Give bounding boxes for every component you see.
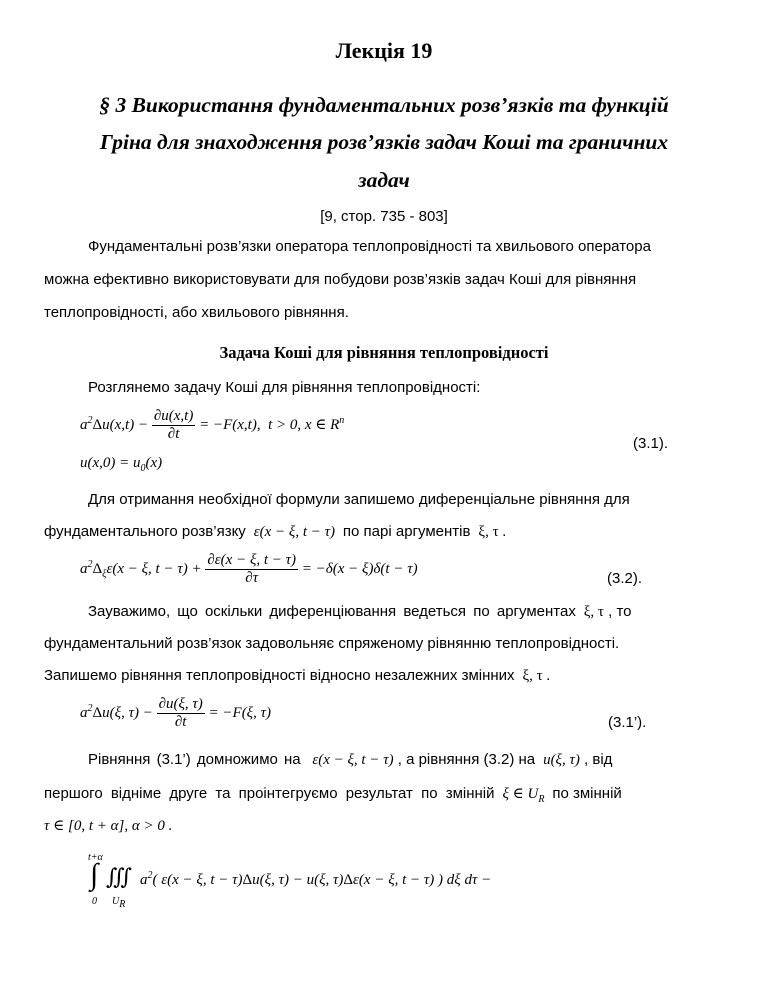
paragraph-2: Розглянемо задачу Коші для рівняння теплопровідності: <box>88 379 481 396</box>
paragraph-1-line-3: теплопровідності, або хвильового рівняння. <box>44 304 349 321</box>
epsilon-expression-2: ε(x − ξ, t − τ) <box>304 752 394 768</box>
paragraph-5-line-1-c: , від <box>584 751 613 768</box>
paragraph-4-line-1 <box>88 602 728 622</box>
xi-in-ur: ξ ∈ $U_R$ <box>498 786 545 805</box>
xi-tau-args: ξ, τ <box>580 604 604 620</box>
paragraph-5-line-1 <box>88 750 728 770</box>
equation-3-1-line-1: $a^2\Delta u(x,t)$ − $\frac{\partial u(x,t)}{\partial t}$ = −F(x,t), t > 0, x ∈ $R^n$ <box>80 408 345 442</box>
tau-interval: τ ∈ [0, t + α], α > 0 . <box>44 818 173 834</box>
xi-tau-symbols: ξ, τ . <box>474 524 507 540</box>
u-xi-tau: u(ξ, τ) <box>539 752 580 768</box>
equation-3-2: $a^2\Delta_\xi\varepsilon(x - \xi$, t − τ) + $\frac{\partial\varepsilon(x - \xi, t - \tau)}{\partial\tau}$ = −δ(x − ξ)δ(t − τ) <box>80 552 418 586</box>
equation-3-1-line-2: $u(x,0) = u_0(x)$ <box>80 455 163 474</box>
section-title-line-1: § 3 Використання фундаментальних розв’язків та функцій <box>99 93 669 117</box>
equation-3-1-prime: $a^2\Delta u(\xi$, τ) − $\frac{\partial u(\xi, \tau)}{\partial t}$ = −F(ξ, τ) <box>80 696 271 730</box>
section-title-line-3: задач <box>358 168 410 192</box>
reference: [9, стор. 735 - 803] <box>320 208 448 225</box>
paragraph-3-line-2-text: фундаментального розв’язку <box>44 523 246 540</box>
paragraph-1-line-1: Фундаментальні розв’язки оператора теплопровідності та хвильового оператора <box>88 238 651 255</box>
section-title-line-2: Гріна для знаходження розв’язків задач Коші та граничних <box>99 130 669 154</box>
integral-expression: t+α ∫ 0 ∭ $U_R$ $a^2$( ε(x − ξ, t − τ)Δu(ξ, τ) − u(ξ, τ)Δε(x − ξ, t − τ) ) dξ dτ − <box>88 852 492 910</box>
paragraph-5-line-2-a: першого відніме друге та проінтегруємо результат по змінній <box>44 785 495 802</box>
paragraph-3-line-1: Для отримання необхідної формули запишемо диференціальне рівняння для <box>88 491 630 508</box>
paragraph-5-line-2-b: по змінній <box>552 785 622 802</box>
paragraph-5-line-1-b: , а рівняння (3.2) на <box>397 751 536 768</box>
paragraph-4-line-3-text: Запишемо рівняння теплопровідності відносно незалежних змінних <box>44 667 515 684</box>
equation-3-1-number: (3.1). <box>633 435 669 452</box>
paragraph-4-line-3 <box>44 666 724 686</box>
paragraph-3-line-2 <box>44 522 724 542</box>
paragraph-5-line-2 <box>44 784 724 810</box>
subheading: Задача Коші для рівняння теплопровідності <box>219 343 549 362</box>
xi-tau-vars: ξ, τ . <box>518 668 551 684</box>
equation-3-2-number: (3.2). <box>607 570 643 587</box>
paragraph-4-line-2: фундаментальний розв’язок задовольняє спряженому рівнянню теплопровідності. <box>44 635 620 652</box>
lecture-title: Лекція 19 <box>335 38 433 63</box>
epsilon-expression: ε(x − ξ, t − τ) <box>249 524 339 540</box>
paragraph-1-line-2: можна ефективно використовувати для побудови розв’язків задач Коші для рівняння <box>44 271 637 288</box>
paragraph-4-line-1-end: , то <box>608 603 632 620</box>
paragraph-3-line-2-after: по парі аргументів <box>342 523 471 540</box>
paragraph-5-line-1-a: Рівняння (3.1’) домножимо на <box>88 751 301 768</box>
paragraph-4-line-1-text: Зауважимо, що оскільки диференціювання ведеться по аргументах <box>88 603 576 620</box>
equation-3-1-prime-number: (3.1’). <box>608 714 647 731</box>
